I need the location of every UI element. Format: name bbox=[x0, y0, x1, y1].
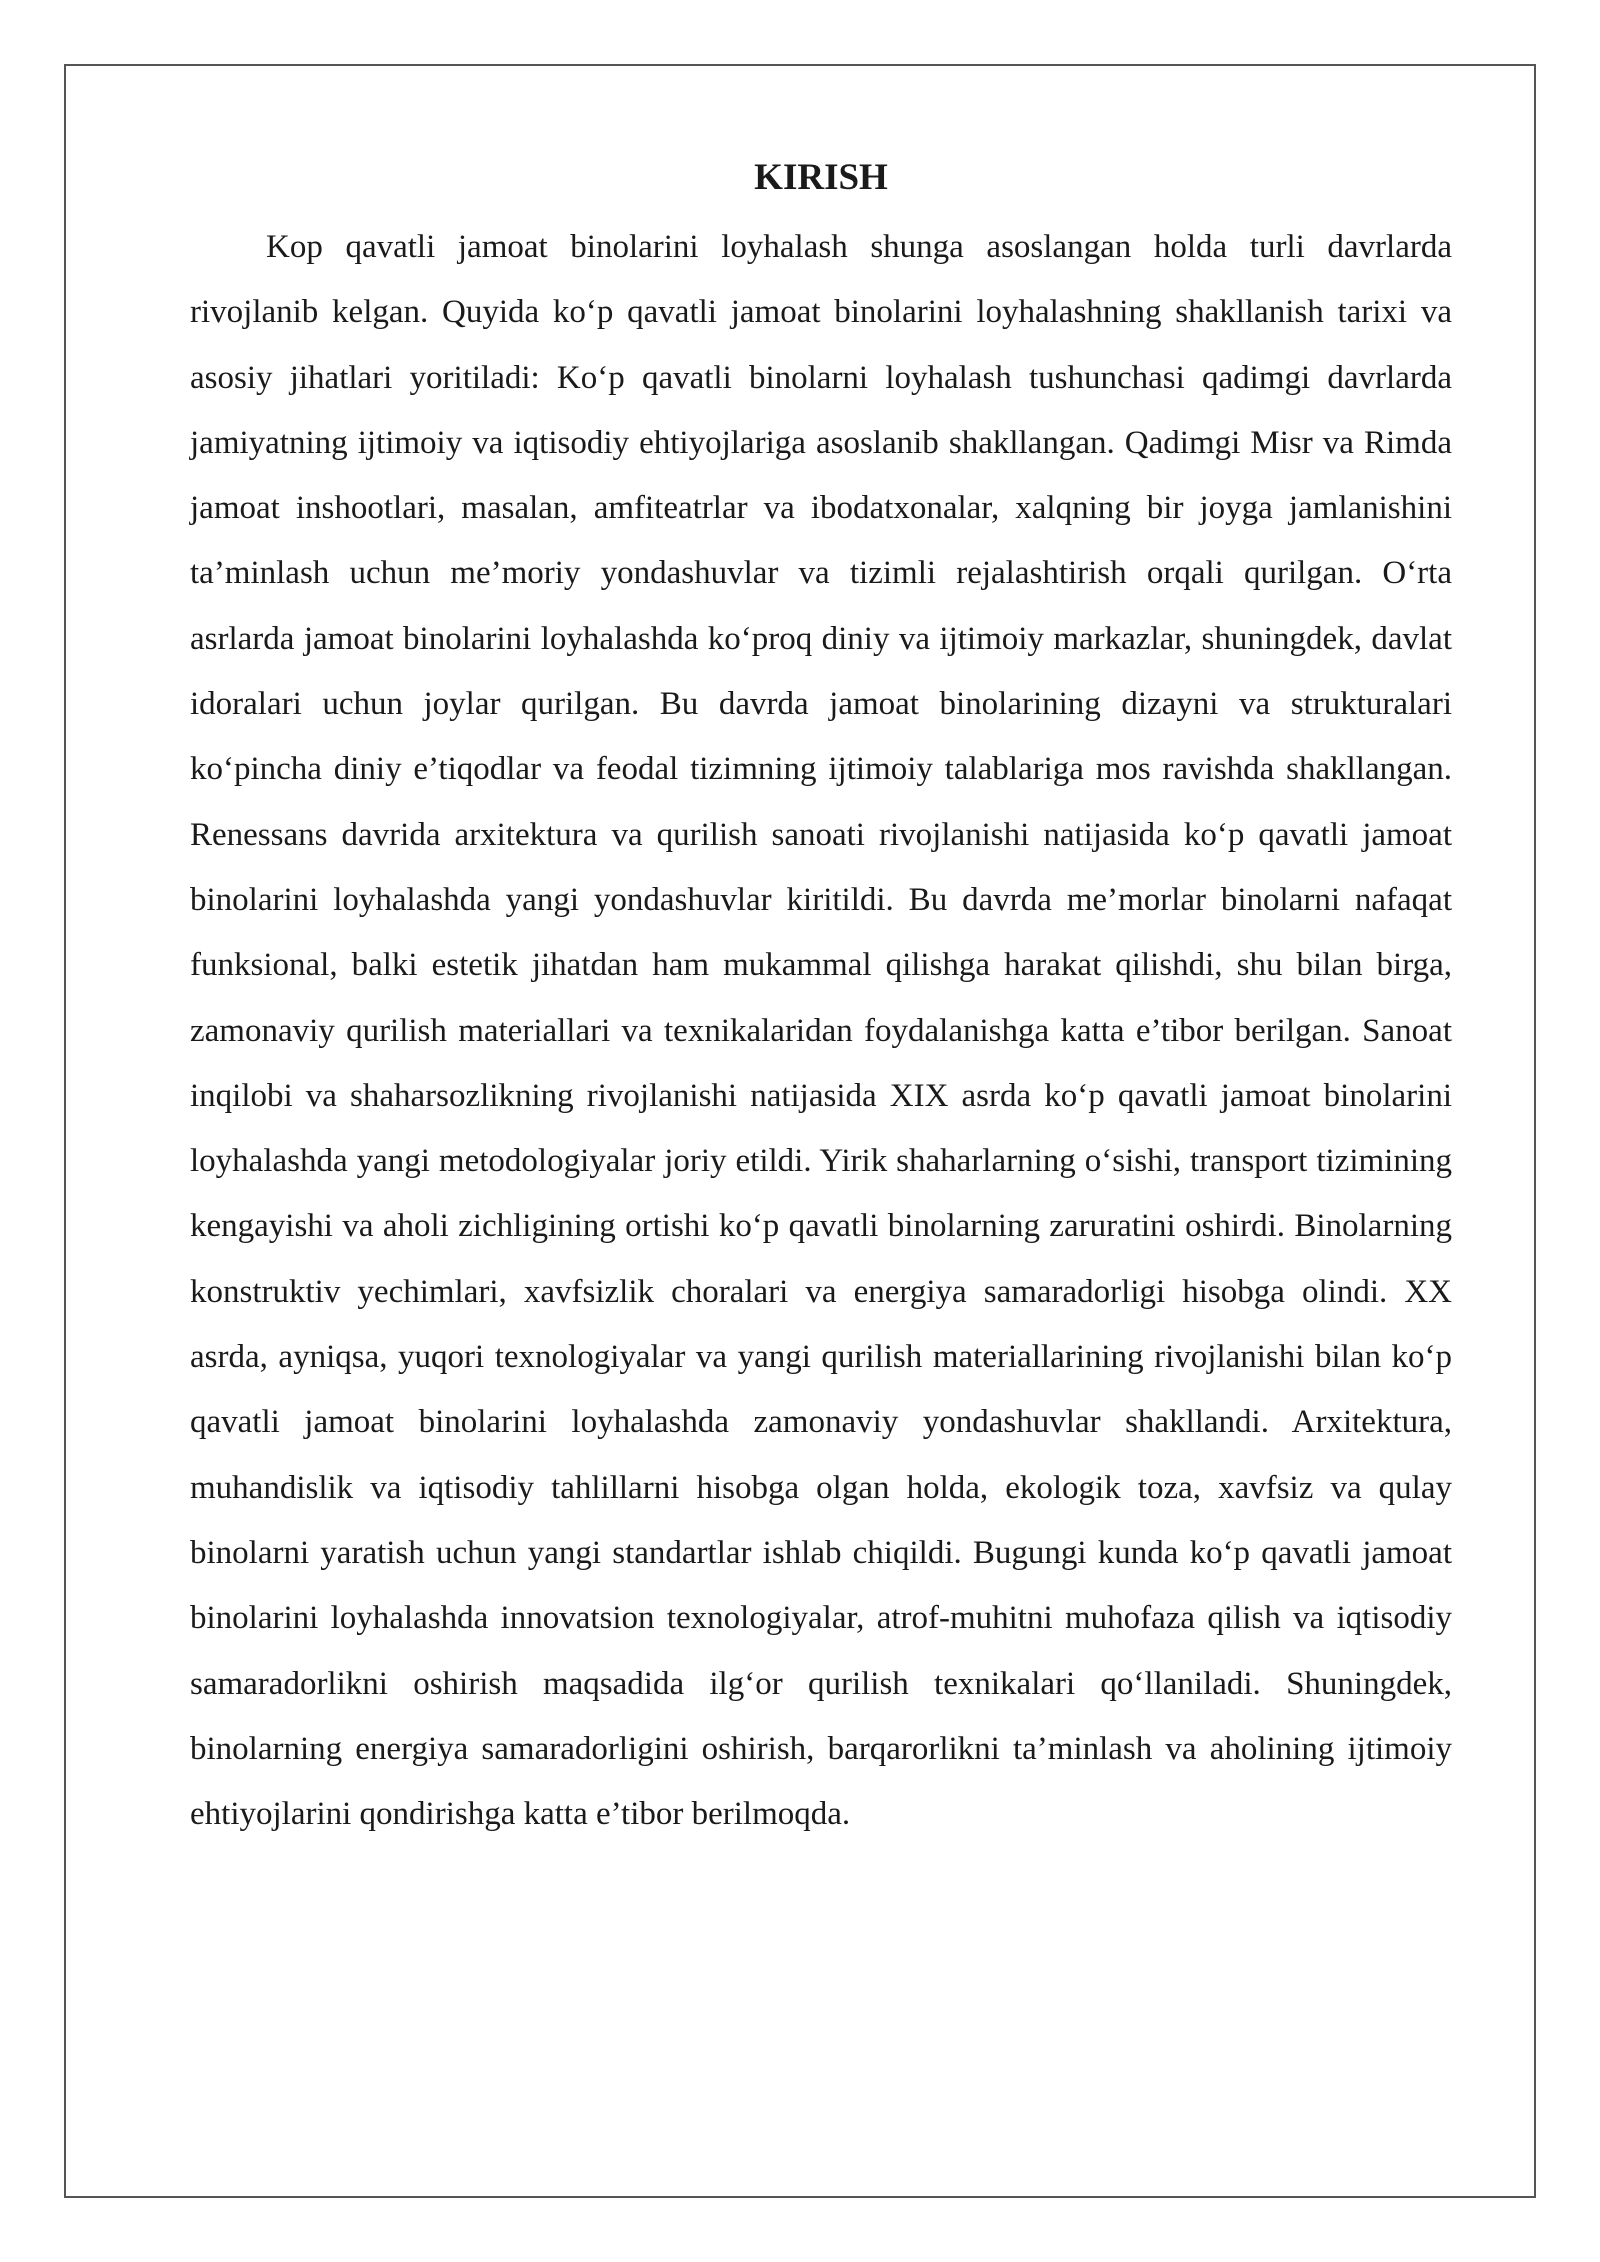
page-title: KIRISH bbox=[754, 157, 888, 198]
document-body bbox=[190, 150, 1452, 1847]
body-paragraph: Kop qavatli jamoat binolarini loyhalash shunga asoslangan holda turli davrlarda rivojlanib kelgan. Quyida koʻp qavatli jamoat binolarini loyhalashning shakllanish tarixi va asosiy jihatlari yoritiladi: Koʻp qavatli binolarni loyhalash tushunchasi qadimgi davrlarda jamiyatning ijtimoiy va iqtisodiy ehtiyojlariga asoslanib shakllangan. Qadimgi Misr va Rimda jamoat inshootlari, masalan, amfiteatrlar va ibodatxonalar, xalqning bir joyga jamlanishini ta’minlash uchun me’moriy yondashuvlar va tizimli rejalashtirish orqali qurilgan. Oʻrta asrlarda jamoat binolarini loyhalashda koʻproq diniy va ijtimoiy markazlar, shuningdek, davlat idoralari uchun joylar qurilgan. Bu davrda jamoat binolarining dizayni va strukturalari koʻpincha diniy e’tiqodlar va feodal tizimning ijtimoiy talablariga mos ravishda shakllangan. Renessans davrida arxitektura va qurilish sanoati rivojlanishi natijasida koʻp qavatli jamoat binolarini loyhalashda yangi yondashuvlar kiritildi. Bu davrda me’morlar binolarni nafaqat funksional, balki estetik jihatdan ham mukammal qilishga harakat qilishdi, shu bilan birga, zamonaviy qurilish materiallari va texnikalaridan foydalanishga katta e’tibor berilgan. Sanoat inqilobi va shaharsozlikning rivojlanishi natijasida XIX asrda koʻp qavatli jamoat binolarini loyhalashda yangi metodologiyalar joriy etildi. Yirik shaharlarning oʻsishi, transport tizimining kengayishi va aholi zichligining ortishi koʻp qavatli binolarning zaruratini oshirdi. Binolarning konstruktiv yechimlari, xavfsizlik choralari va energiya samaradorligi hisobga olindi. XX asrda, ayniqsa, yuqori texnologiyalar va yangi qurilish materiallarining rivojlanishi bilan koʻp qavatli jamoat binolarini loyhalashda zamonaviy yondashuvlar shakllandi. Arxitektura, muhandislik va iqtisodiy tahlillarni hisobga olgan holda, ekologik toza, xavfsiz va qulay binolarni yaratish uchun yangi standartlar ishlab chiqildi. Bugungi kunda koʻp qavatli jamoat binolarini loyhalashda innovatsion texnologiyalar, atrof-muhitni muhofaza qilish va iqtisodiy samaradorlikni oshirish maqsadida ilgʻor qurilish texnikalari qoʻllaniladi. Shuningdek, binolarning energiya samaradorligini oshirish, barqarorlikni ta’minlash va aholining ijtimoiy ehtiyojlarini qondirishga katta e’tibor berilmoqda. bbox=[190, 229, 1452, 1833]
